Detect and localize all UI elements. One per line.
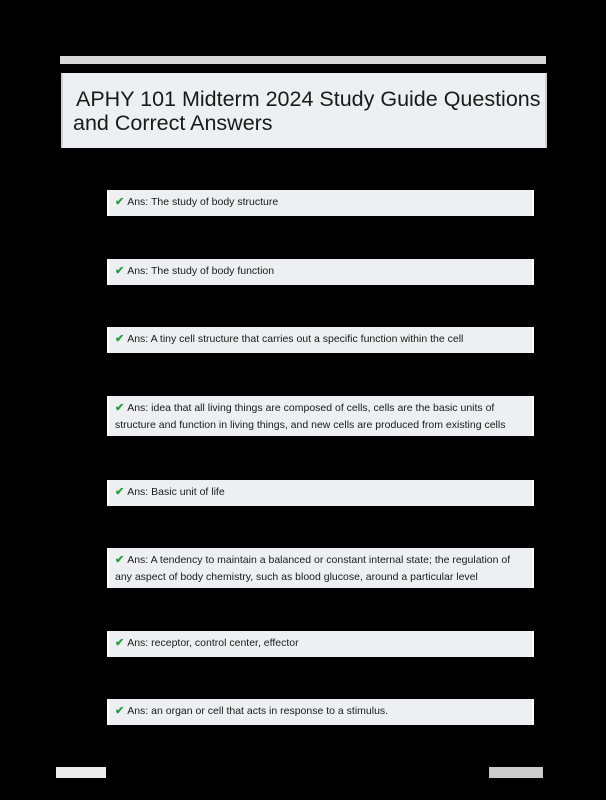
title-box xyxy=(61,73,547,148)
answer-box xyxy=(107,259,534,285)
check-icon: ✔ xyxy=(115,265,125,277)
answer-text: Ans: The study of body function xyxy=(127,265,275,277)
check-icon: ✔ xyxy=(115,196,125,208)
header-divider-bar xyxy=(60,56,546,64)
answer-box xyxy=(107,396,534,436)
answer-text: Ans: A tiny cell structure that carries out a specific function within the cell xyxy=(127,333,464,345)
check-icon: ✔ xyxy=(115,402,125,414)
answer-text: Ans: The study of body structure xyxy=(127,196,279,208)
check-icon: ✔ xyxy=(115,637,125,649)
title-line-2: and Correct Answers xyxy=(73,111,273,135)
check-icon: ✔ xyxy=(115,705,125,717)
answer-box xyxy=(107,699,534,725)
footer-left-redacted xyxy=(56,767,106,778)
answer-box xyxy=(107,190,534,216)
check-icon: ✔ xyxy=(115,486,125,498)
answer-text: Ans: A tendency to maintain a balanced or constant internal state; the regulation of any aspect of body chemistry, such as blood glucose, around a particular level xyxy=(115,554,511,583)
page-title xyxy=(73,87,545,135)
answer-box xyxy=(107,631,534,657)
answer-text: Ans: an organ or cell that acts in response to a stimulus. xyxy=(127,705,389,717)
answer-box xyxy=(107,548,534,588)
answer-text: Ans: receptor, control center, effector xyxy=(127,637,299,649)
footer-right-redacted xyxy=(489,767,543,778)
answer-text: Ans: Basic unit of life xyxy=(127,486,225,498)
answer-box xyxy=(107,480,534,506)
answer-text: Ans: idea that all living things are composed of cells, cells are the basic units of structure and function in living things, and new cells are produced from existing cells xyxy=(115,402,506,431)
check-icon: ✔ xyxy=(115,333,125,345)
check-icon: ✔ xyxy=(115,554,125,566)
title-line-1: APHY 101 Midterm 2024 Study Guide Questions xyxy=(76,87,541,111)
answer-box xyxy=(107,327,534,353)
